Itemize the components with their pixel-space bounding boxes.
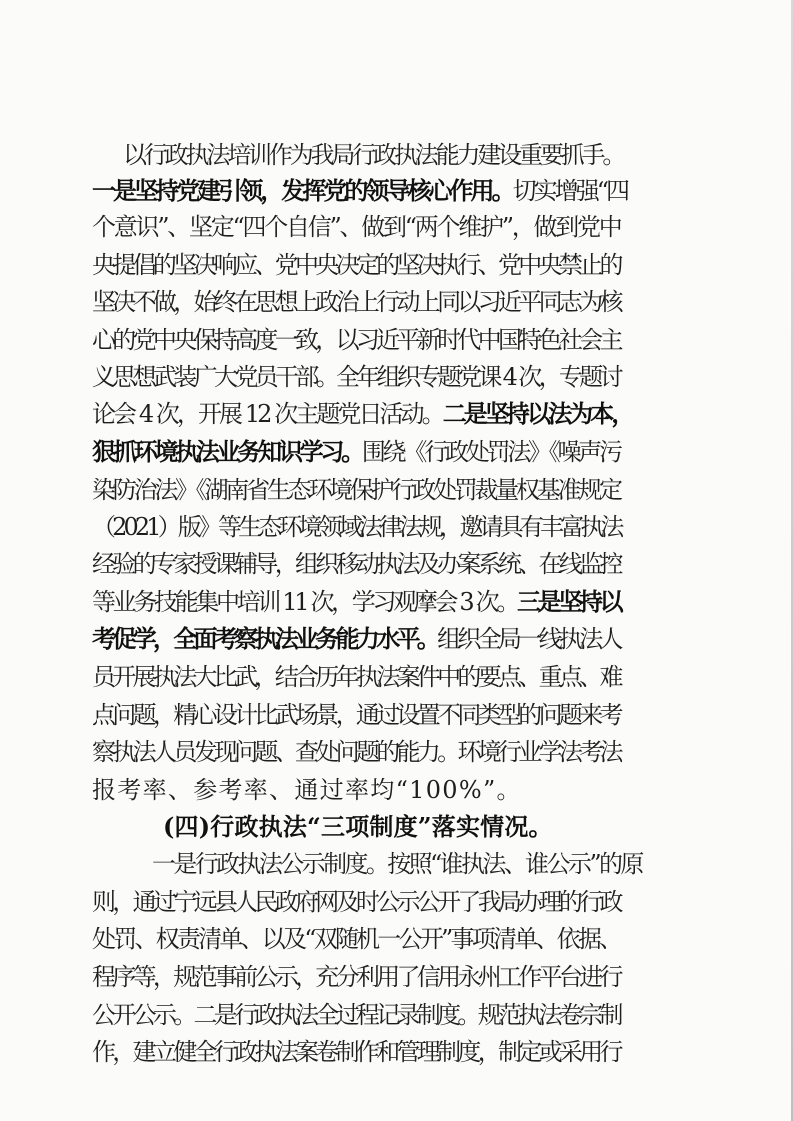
bold-heading-text: 二是坚持以法为本， [442, 399, 633, 428]
text-line [92, 212, 620, 242]
text-line [92, 587, 620, 617]
text-line [152, 849, 642, 879]
body-text: 个意识”、坚定“四个自信”、做到“两个维护”，做到党中 [92, 213, 621, 241]
text-line [92, 362, 620, 392]
body-text: 坚决不做，始终在思想上政治上行动上同以习近平同志为核 [92, 288, 620, 316]
body-text: 以行政执法培训作为我局行政执法能力建设重要抓手。 [123, 141, 624, 169]
body-text: 报考率、参考率、通过率均“100%”。 [92, 776, 522, 804]
text-line [92, 887, 620, 917]
body-text: 等业务技能集中培训 11 次，学习观摩会 3 次。 [92, 588, 517, 616]
body-text: （2021）版》等生态环境领域法律法规，邀请具有丰富执法 [92, 513, 621, 541]
text-line [92, 512, 620, 542]
bold-heading-text: (四)行政执法“三项制度”落实情况。 [163, 812, 553, 841]
body-text: 处罚、权责清单、以及“双随机一公开”事项清单、依据、 [92, 925, 621, 953]
text-line [92, 325, 620, 355]
body-text: 作，建立健全行政执法案卷制作和管理制度，制定或采用行 [92, 1038, 620, 1066]
bold-heading-text: 考促学，全面考察执法业务能力水平。 [92, 624, 438, 653]
body-text: 组织全局一线执法人 [437, 625, 620, 653]
text-line [92, 1000, 620, 1030]
body-text: 公开公示。二是行政执法全过程记录制度。规范执法卷宗制 [92, 1001, 620, 1029]
body-text: 经验的专家授课辅导，组织移动执法及办案系统、在线监控 [92, 550, 620, 578]
text-line [163, 812, 553, 842]
bold-heading-text: 三是坚持以 [517, 587, 621, 616]
body-text: 则，通过宁远县人民政府网及时公示公开了我局办理的行政 [92, 888, 620, 916]
text-line [92, 287, 620, 317]
body-text: 程序等，规范事前公示，充分利用了信用永州工作平台进行 [92, 963, 620, 991]
text-line [92, 962, 620, 992]
text-line [92, 737, 620, 767]
text-line [92, 662, 620, 692]
body-text: 点问题，精心设计比武场景，通过设置不同类型的问题来考 [92, 701, 620, 729]
text-line [92, 399, 632, 429]
text-line [92, 549, 620, 579]
text-line [92, 250, 620, 280]
text-line [92, 1037, 620, 1067]
body-text: 央提倡的坚决响应、党中央决定的坚决执行、党中央禁止的 [92, 251, 620, 279]
body-text: 义思想武装广大党员干部。全年组织专题党课 4 次，专题讨 [92, 363, 620, 391]
bold-heading-text: 一是坚持党建引领，发挥党的领导核心作用。 [92, 176, 513, 205]
body-text: 察执法人员发现问题、查处问题的能力。环境行业学法考法 [92, 738, 620, 766]
body-text: 心的党中央保持高度一致，以习近平新时代中国特色社会主 [92, 326, 620, 354]
body-text: 论会 4 次，开展 12 次主题党日活动。 [92, 400, 443, 428]
text-line [92, 475, 620, 505]
body-text: 员开展执法大比武，结合历年执法案件中的要点、重点、难 [92, 663, 620, 691]
text-line [92, 700, 620, 730]
body-text: 一是行政执法公示制度。按照“谁执法、谁公示”的原 [152, 850, 642, 878]
body-text: 染防治法》《湖南省生态环境保护行政处罚裁量权基准规定 [92, 476, 620, 504]
text-line [92, 437, 620, 467]
text-line [92, 176, 627, 206]
text-line [123, 140, 623, 170]
text-line [92, 624, 620, 654]
text-line [92, 924, 620, 954]
text-line [92, 775, 522, 805]
body-text: 切实增强“四 [512, 177, 628, 205]
body-text: 围绕《行政处罚法》《噪声污 [361, 438, 620, 466]
bold-heading-text: 狠抓环境执法业务知识学习。 [92, 437, 362, 466]
